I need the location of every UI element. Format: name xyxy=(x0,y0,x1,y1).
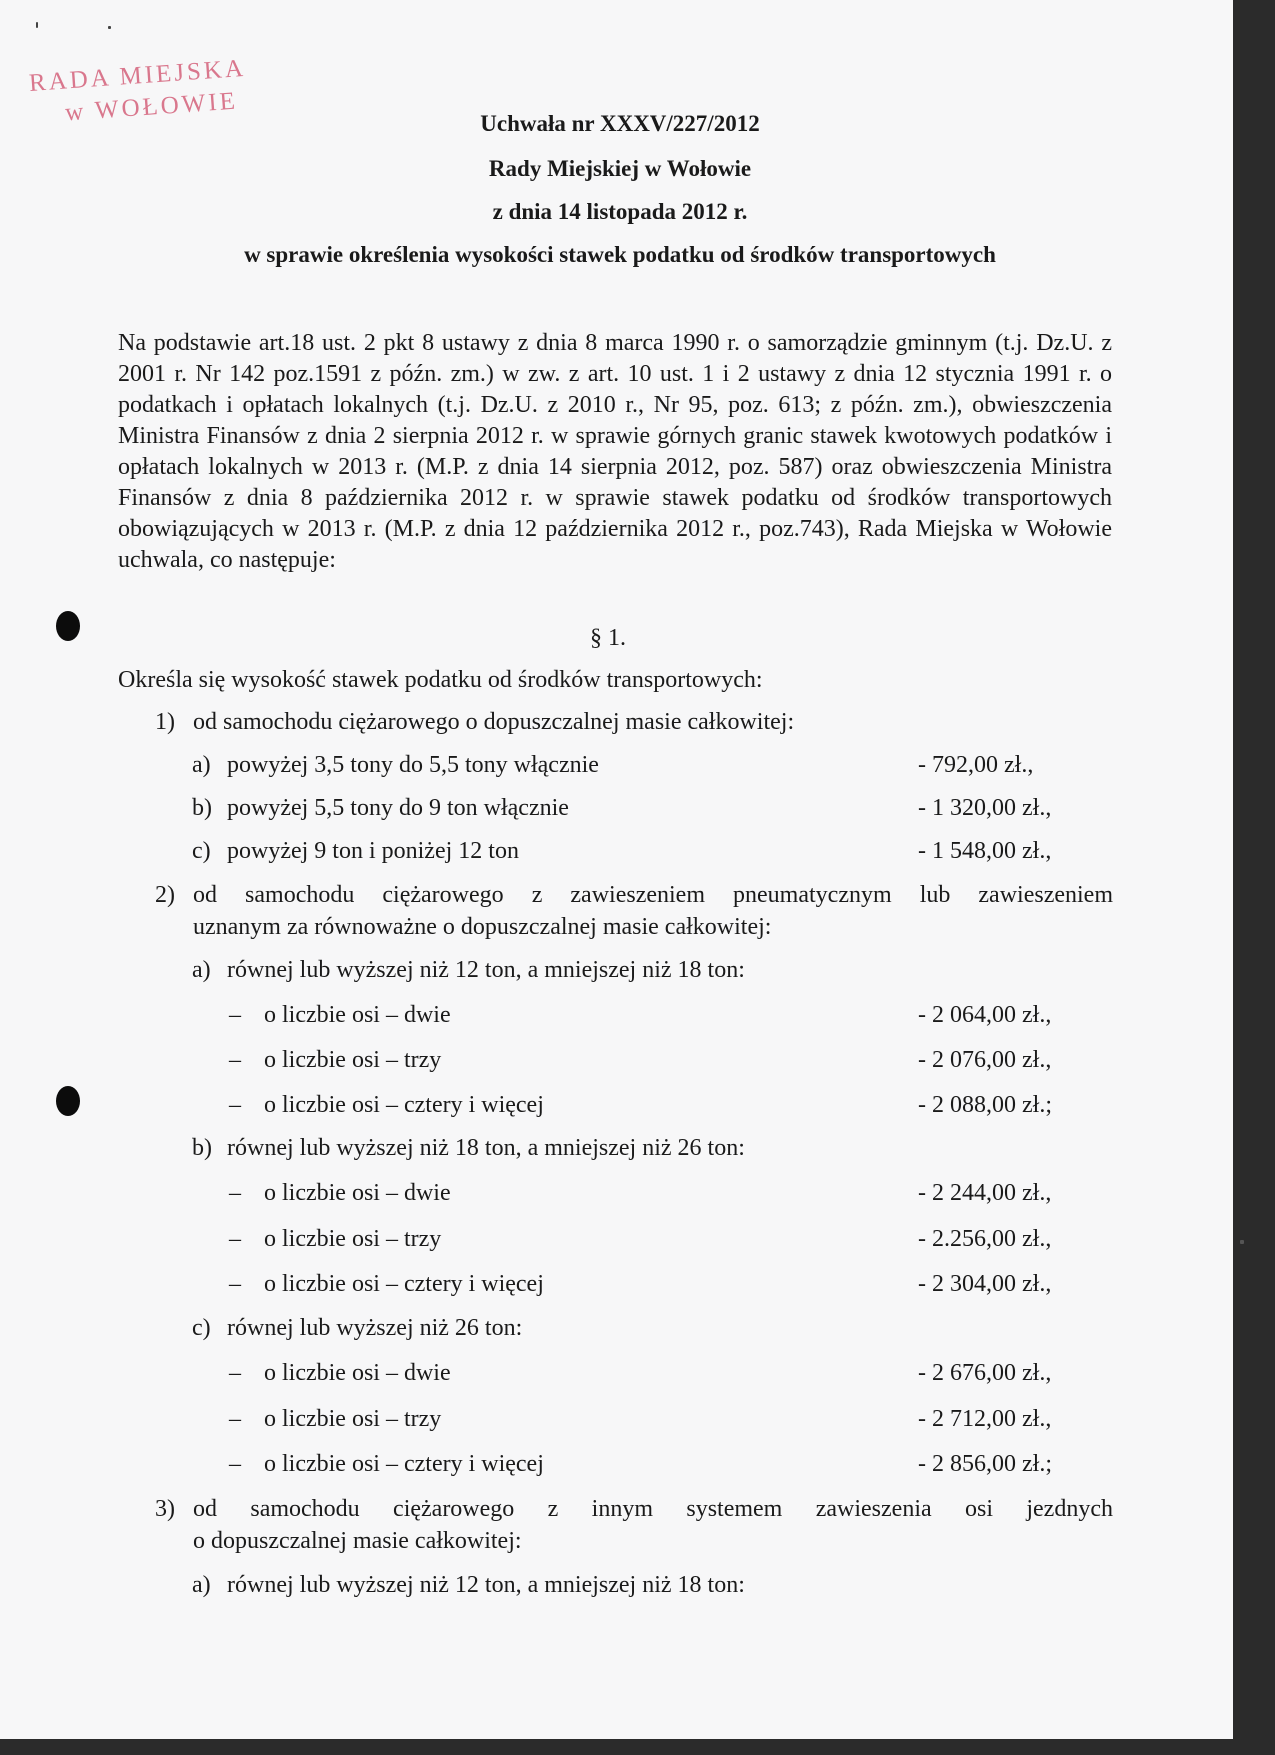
item-3-text-line-2: o dopuszczalnej masie całkowitej: xyxy=(193,1528,522,1554)
list-item-text: o liczbie osi – dwie xyxy=(264,1180,451,1206)
item-1-number: 1) xyxy=(155,709,175,735)
preamble: Na podstawie art.18 ust. 2 pkt 8 ustawy z dnia 8 marca 1990 r. o samorządzie gminnym (t.j. Dz.U. z 2001 r. Nr 142 poz.1591 z późn. zm.) w zw. z art. 10 ust. 1 i 2 ustawy z dnia 12 stycznia 1991 r. o podatkach i opłatach lokalnych (t.j. Dz.U. z 2010 r., Nr 95, poz. 613; z późn. zm.), obwieszczenia Ministra Finansów z dnia 2 sierpnia 2012 r. w sprawie górnych granic stawek kwotowych podatków i opłatach lokalnych w 2013 r. (M.P. z dnia 14 sierpnia 2012, poz. 587) oraz obwieszczenia Ministra Finansów z dnia 8 października 2012 r. w sprawie stawek podatku od środków transportowych obowiązujących w 2013 r. (M.P. z dnia 12 października 2012 r., poz.743), Rada Miejska w Wołowie uchwala, co następuje: xyxy=(118,330,1112,573)
dash-bullet: – xyxy=(229,1271,241,1297)
section-intro: Określa się wysokość stawek podatku od środków transportowych: xyxy=(118,667,763,693)
punch-hole xyxy=(56,1086,80,1116)
resolution-subject: w sprawie określenia wysokości stawek podatku od środków transportowych xyxy=(244,242,996,267)
resolution-date: z dnia 14 listopada 2012 r. xyxy=(492,199,748,224)
punch-hole xyxy=(56,611,80,641)
item-1-text: od samochodu ciężarowego o dopuszczalnej masie całkowitej: xyxy=(193,709,795,735)
list-item-text: równej lub wyższej niż 26 ton: xyxy=(227,1315,523,1341)
tax-amount: - 1 548,00 zł., xyxy=(918,838,1052,864)
list-item-text: równej lub wyższej niż 12 ton, a mniejszej niż 18 ton: xyxy=(227,1572,745,1598)
item-2-text-line-2: uznanym za równoważne o dopuszczalnej masie całkowitej: xyxy=(193,914,772,940)
list-item-text: powyżej 9 ton i poniżej 12 ton xyxy=(227,838,519,864)
dash-bullet: – xyxy=(229,1406,241,1432)
resolution-council: Rady Miejskiej w Wołowie xyxy=(488,156,752,181)
item-2-number: 2) xyxy=(155,882,175,908)
list-item-letter: b) xyxy=(192,1135,212,1161)
stamp-line-1: RADA MIEJSKA xyxy=(28,54,247,97)
list-item-letter: a) xyxy=(192,957,211,983)
list-item-text: powyżej 3,5 tony do 5,5 tony włącznie xyxy=(227,752,599,778)
list-item-text: powyżej 5,5 tony do 9 ton włącznie xyxy=(227,795,569,821)
dash-bullet: – xyxy=(229,1451,241,1477)
list-item-letter: a) xyxy=(192,752,211,778)
dash-bullet: – xyxy=(229,1002,241,1028)
dash-bullet: – xyxy=(229,1180,241,1206)
list-item-text: równej lub wyższej niż 12 ton, a mniejszej niż 18 ton: xyxy=(227,957,745,983)
item-3-text-line-1: od samochodu ciężarowego z innym systemem zawieszenia osi jezdnych xyxy=(193,1496,1113,1522)
tax-amount: - 2 856,00 zł.; xyxy=(918,1451,1052,1477)
tax-amount: - 2 712,00 zł., xyxy=(918,1406,1052,1432)
dash-bullet: – xyxy=(229,1226,241,1252)
stamp-line-2: w WOŁOWIE xyxy=(64,87,239,127)
section-number: § 1. xyxy=(590,625,626,651)
scan-speck xyxy=(36,22,38,28)
dash-bullet: – xyxy=(229,1047,241,1073)
tax-amount: - 2 244,00 zł., xyxy=(918,1180,1052,1206)
list-item-text: o liczbie osi – trzy xyxy=(264,1406,442,1432)
list-item-text: o liczbie osi – cztery i więcej xyxy=(264,1451,544,1477)
tax-amount: - 2 304,00 zł., xyxy=(918,1271,1052,1297)
list-item-text: o liczbie osi – cztery i więcej xyxy=(264,1092,544,1118)
list-item-letter: a) xyxy=(192,1572,211,1598)
tax-amount: - 2 676,00 zł., xyxy=(918,1360,1052,1386)
list-item-text: o liczbie osi – dwie xyxy=(264,1002,451,1028)
list-item-letter: c) xyxy=(192,1315,211,1341)
resolution-title: Uchwała nr XXXV/227/2012 xyxy=(480,111,760,136)
tax-amount: - 792,00 zł., xyxy=(918,752,1034,778)
tax-amount: - 2 088,00 zł.; xyxy=(918,1092,1052,1118)
scan-speck xyxy=(1240,1240,1244,1244)
list-item-text: równej lub wyższej niż 18 ton, a mniejszej niż 26 ton: xyxy=(227,1135,745,1161)
tax-amount: - 1 320,00 zł., xyxy=(918,795,1052,821)
list-item-letter: c) xyxy=(192,838,211,864)
list-item-text: o liczbie osi – dwie xyxy=(264,1360,451,1386)
item-3-number: 3) xyxy=(155,1496,175,1522)
dash-bullet: – xyxy=(229,1360,241,1386)
list-item-text: o liczbie osi – trzy xyxy=(264,1047,442,1073)
scan-speck xyxy=(108,26,111,29)
tax-amount: - 2.256,00 zł., xyxy=(918,1226,1052,1252)
list-item-text: o liczbie osi – trzy xyxy=(264,1226,442,1252)
item-2-text-line-1: od samochodu ciężarowego z zawieszeniem pneumatycznym lub zawieszeniem xyxy=(193,882,1113,908)
list-item-letter: b) xyxy=(192,795,212,821)
dash-bullet: – xyxy=(229,1092,241,1118)
tax-amount: - 2 076,00 zł., xyxy=(918,1047,1052,1073)
tax-amount: - 2 064,00 zł., xyxy=(918,1002,1052,1028)
list-item-text: o liczbie osi – cztery i więcej xyxy=(264,1271,544,1297)
